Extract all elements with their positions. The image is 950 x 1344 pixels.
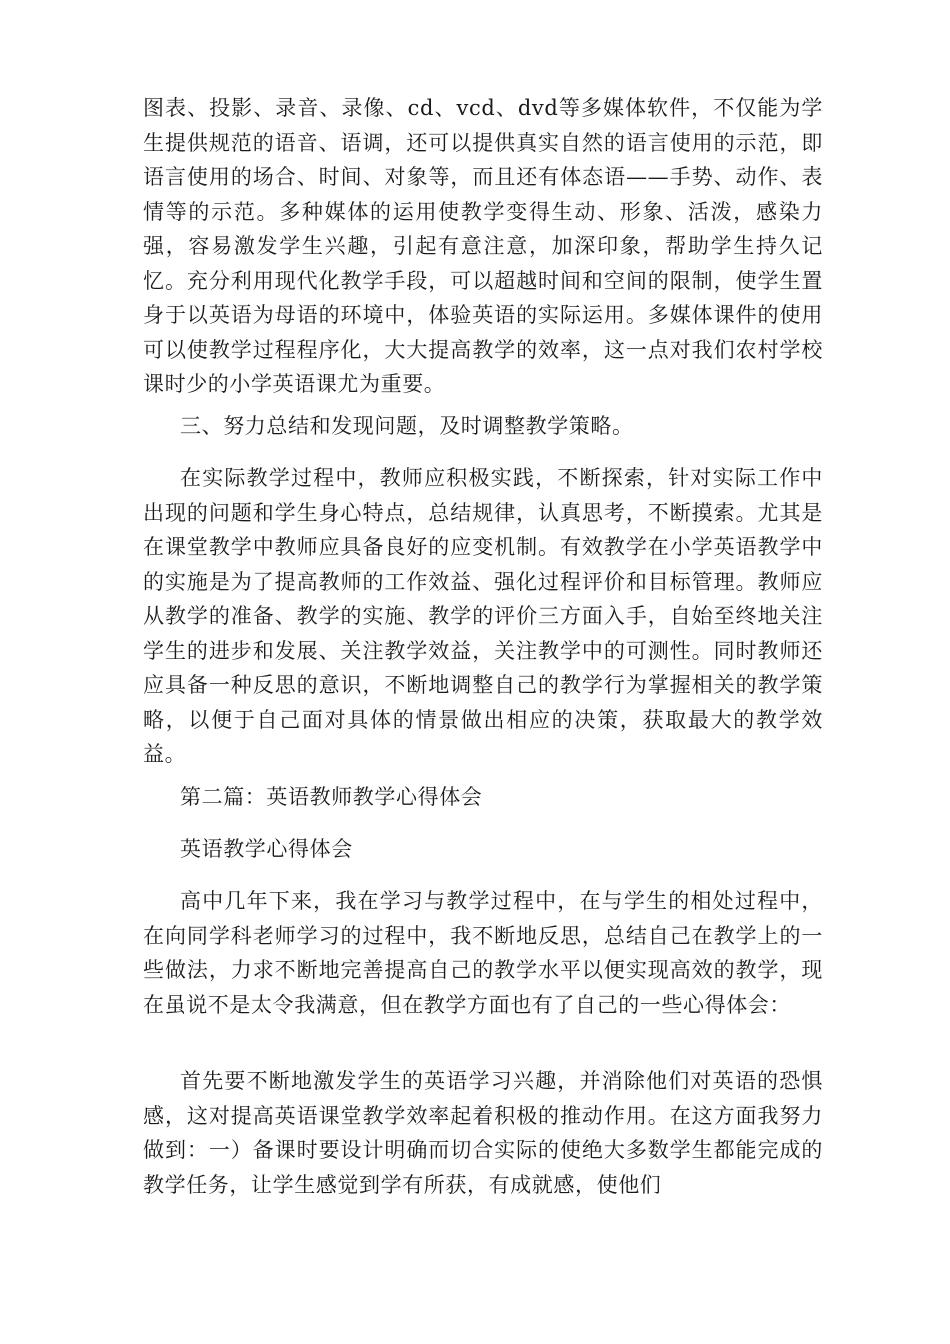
- paragraph-introduction: 高中几年下来，我在学习与教学过程中，在与学生的相处过程中，在向同学科老师学习的过程中，我不断地反思，总结自己在教学上的一些做法，力求不断地完善提高自己的教学水平以便实现高效的教学，现在虽说不是太令我满意，但在教学方面也有了自己的一些心得体会：: [143, 889, 823, 1017]
- paragraph-multimedia: 图表、投影、录音、录像、cd、vcd、dvd等多媒体软件，不仅能为学生提供规范的语音、语调，还可以提供真实自然的语言使用的示范，即语言使用的场合、时间、对象等，而且还有体态语——手势、动作、表情等的示范。多种媒体的运用使教学变得生动、形象、活泼，感染力强，容易激发学生兴趣，引起有意注意，加深印象，帮助学生持久记忆。充分利用现代化教学手段，可以超越时间和空间的限制，使学生置身于以英语为母语的环境中，体验英语的实际运用。多媒体课件的使用可以使教学过程程序化，大大提高教学的效率，这一点对我们农村学校课时少的小学英语课尤为重要。: [143, 96, 823, 396]
- article-title: 英语教学心得体会: [180, 837, 353, 861]
- chapter-title: 第二篇：英语教师教学心得体会: [180, 785, 483, 809]
- paragraph-teaching-practice: 在实际教学过程中，教师应积极实践，不断探索，针对实际工作中出现的问题和学生身心特点，总结规律，认真思考，不断摸索。尤其是在课堂教学中教师应具备良好的应变机制。有效教学在小学英语教学中的实施是为了提高教师的工作效益、强化过程评价和目标管理。教师应从教学的准备、教学的实施、教学的评价三方面入手，自始至终地关注学生的进步和发展、关注教学效益，关注教学中的可测性。同时教师还应具备一种反思的意识，不断地调整自己的教学行为掌握相关的教学策略，以便于自己面对具体的情景做出相应的决策，获取最大的教学效益。: [143, 466, 823, 766]
- section-heading-three: 三、努力总结和发现问题，及时调整教学策略。: [180, 414, 634, 438]
- paragraph-interest: 首先要不断地激发学生的英语学习兴趣，并消除他们对英语的恐惧感，这对提高英语课堂教学效率起着积极的推动作用。在这方面我努力做到：一）备课时要设计明确而切合实际的使绝大多数学生都能完成的教学任务，让学生感觉到学有所获，有成就感，使他们: [143, 1069, 823, 1197]
